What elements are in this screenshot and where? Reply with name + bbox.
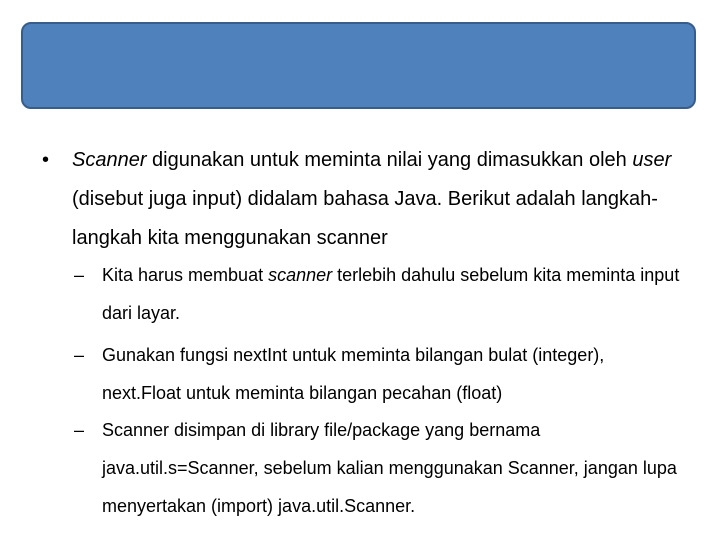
sub-bullet-item	[74, 411, 684, 525]
sub-bullet-text-part: terlebih dahulu sebelum kita meminta input dari layar.	[102, 265, 680, 323]
sub-bullet-text-part: Scanner disimpan di library file/package yang bernama java.util.s=Scanner, sebelum kalian menggunakan Scanner, jangan lupa menyertakan (import) java.util.Scanner.	[102, 420, 677, 516]
bullet-text-part: Scanner	[72, 149, 147, 171]
bullet-text-part: user	[632, 149, 672, 171]
sub-bullet-text	[102, 411, 684, 525]
sub-bullet-text-part: scanner	[268, 265, 333, 285]
sub-bullet-text	[102, 256, 684, 332]
sub-bullet-marker: –	[74, 420, 85, 440]
sub-bullet-text-part: Gunakan fungsi nextInt untuk meminta bilangan bulat (integer), next.Float untuk meminta bilangan pecahan (float)	[102, 345, 605, 403]
sub-bullet-text-part: Kita harus membuat	[102, 265, 269, 285]
bullet-item	[42, 141, 682, 258]
sub-bullet-item	[74, 256, 684, 332]
sub-bullet-marker: –	[74, 345, 85, 365]
bullet-marker: •	[42, 149, 50, 171]
sub-bullet-text	[102, 336, 684, 412]
sub-bullet-item	[74, 336, 684, 412]
bullet-text-part: (disebut juga input) didalam bahasa Java. Berikut adalah langkah-langkah kita menggunakan scanner	[72, 188, 658, 249]
sub-bullet-marker: –	[74, 265, 85, 285]
bullet-text-part: digunakan untuk meminta nilai yang dimasukkan oleh	[146, 149, 633, 171]
bullet-text	[72, 141, 682, 258]
